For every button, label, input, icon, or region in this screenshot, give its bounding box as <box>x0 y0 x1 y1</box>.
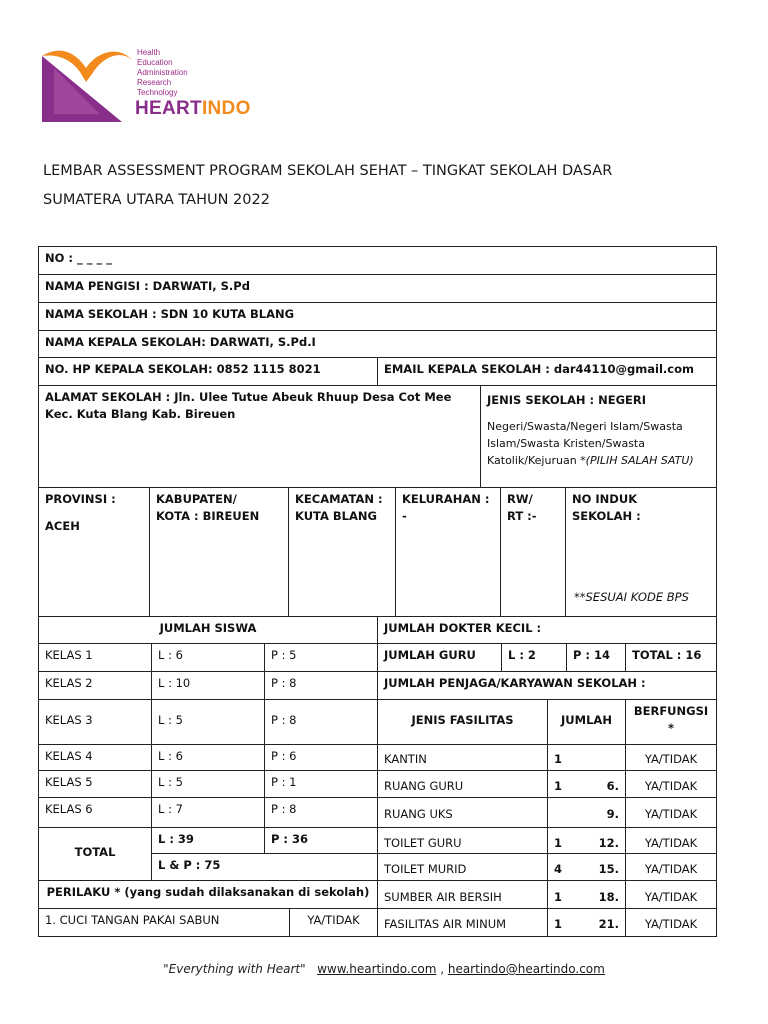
fasilitas-jumlah[interactable]: 1 21. <box>547 908 626 937</box>
guru-l[interactable]: L : 2 <box>501 643 567 672</box>
fasilitas-status[interactable]: YA/TIDAK <box>625 880 717 909</box>
fasilitas-jumlah[interactable]: 9. <box>547 797 626 828</box>
footer-separator: , <box>436 962 448 976</box>
kelas-3-p[interactable]: P : 8 <box>264 699 378 745</box>
field-kelurahan[interactable]: KELURAHAN : - <box>395 487 501 617</box>
title-line-2: SUMATERA UTARA TAHUN 2022 <box>43 192 270 208</box>
kelas-3-label: KELAS 3 <box>38 699 152 745</box>
kelas-6-label: KELAS 6 <box>38 797 152 828</box>
total-l[interactable]: L : 39 <box>151 827 265 854</box>
fasilitas-name: SUMBER AIR BERSIH <box>377 880 548 909</box>
field-jenis-sekolah[interactable]: JENIS SEKOLAH : NEGERI Negeri/Swasta/Negeri Islam/Swasta Islam/Swasta Kristen/Swasta Katolik/Kejuruan *(PILIH SALAH SATU) <box>480 385 717 488</box>
guru-p[interactable]: P : 14 <box>566 643 626 672</box>
field-kabupaten[interactable]: KABUPATEN/ KOTA : BIREUEN <box>149 487 289 617</box>
kelas-3-l[interactable]: L : 5 <box>151 699 265 745</box>
berfungsi-header: BERFUNGSI * <box>625 699 717 745</box>
field-kecamatan[interactable]: KECAMATAN : KUTA BLANG <box>288 487 396 617</box>
jumlah-guru-label: JUMLAH GURU <box>377 643 502 672</box>
heartindo-logo <box>40 48 260 124</box>
field-nama-kepala-sekolah[interactable]: NAMA KEPALA SEKOLAH: DARWATI, S.Pd.I <box>38 330 717 358</box>
kelas-2-label: KELAS 2 <box>38 671 152 700</box>
title-line-1: LEMBAR ASSESSMENT PROGRAM SEKOLAH SEHAT – TINGKAT SEKOLAH DASAR <box>43 163 613 179</box>
total-lp[interactable]: L & P : 75 <box>151 853 378 881</box>
fasilitas-name: TOILET GURU <box>377 827 548 854</box>
fasilitas-status[interactable]: YA/TIDAK <box>625 908 717 937</box>
fasilitas-jumlah[interactable]: 1 6. <box>547 770 626 798</box>
guru-total[interactable]: TOTAL : 16 <box>625 643 717 672</box>
field-email[interactable]: EMAIL KEPALA SEKOLAH : dar44110@gmail.com <box>377 357 717 386</box>
page-footer <box>0 962 768 976</box>
field-provinsi[interactable]: PROVINSI : ACEH <box>38 487 150 617</box>
logo-wordmark: HEARTINDO <box>135 98 251 119</box>
heart-logo-icon <box>40 48 132 124</box>
footer-quote: "Everything with Heart" <box>163 962 306 976</box>
fasilitas-status[interactable]: YA/TIDAK <box>625 827 717 854</box>
field-jumlah-dokter-kecil[interactable]: JUMLAH DOKTER KECIL : <box>377 616 717 644</box>
logo-tagline: Health Education Administration Research Technology <box>137 48 188 97</box>
fasilitas-jumlah[interactable]: 4 15. <box>547 853 626 881</box>
kelas-2-l[interactable]: L : 10 <box>151 671 265 700</box>
field-alamat-sekolah[interactable]: ALAMAT SEKOLAH : Jln. Ulee Tutue Abeuk Rhuup Desa Cot Mee Kec. Kuta Blang Kab. Bireuen <box>38 385 481 488</box>
kelas-4-l[interactable]: L : 6 <box>151 744 265 771</box>
kelas-6-p[interactable]: P : 8 <box>264 797 378 828</box>
kelas-1-p[interactable]: P : 5 <box>264 643 378 672</box>
kelas-4-label: KELAS 4 <box>38 744 152 771</box>
kelas-5-p[interactable]: P : 1 <box>264 770 378 798</box>
total-label: TOTAL <box>38 827 152 881</box>
assessment-form <box>38 246 717 937</box>
perilaku-header: PERILAKU * (yang sudah dilaksanakan di sekolah) <box>38 880 378 909</box>
fasilitas-name: KANTIN <box>377 744 548 771</box>
fasilitas-jumlah[interactable]: 1 <box>547 744 626 771</box>
perilaku-1-status[interactable]: YA/TIDAK <box>289 908 378 937</box>
jenis-fasilitas-header: JENIS FASILITAS <box>377 699 548 745</box>
perilaku-1-label: 1. CUCI TANGAN PAKAI SABUN <box>38 908 290 937</box>
fasilitas-status[interactable]: YA/TIDAK <box>625 853 717 881</box>
field-rw-rt[interactable]: RW/ RT :- <box>500 487 566 617</box>
fasilitas-jumlah[interactable]: 1 12. <box>547 827 626 854</box>
document-title <box>43 157 723 215</box>
kelas-5-l[interactable]: L : 5 <box>151 770 265 798</box>
fasilitas-name: TOILET MURID <box>377 853 548 881</box>
total-p[interactable]: P : 36 <box>264 827 378 854</box>
field-nama-sekolah[interactable]: NAMA SEKOLAH : SDN 10 KUTA BLANG <box>38 302 717 331</box>
kelas-6-l[interactable]: L : 7 <box>151 797 265 828</box>
field-nama-pengisi[interactable]: NAMA PENGISI : DARWATI, S.Pd <box>38 274 717 303</box>
field-no-induk-sekolah[interactable]: NO INDUK SEKOLAH : **SESUAI KODE BPS <box>565 487 717 617</box>
kelas-2-p[interactable]: P : 8 <box>264 671 378 700</box>
fasilitas-name: RUANG GURU <box>377 770 548 798</box>
fasilitas-status[interactable]: YA/TIDAK <box>625 770 717 798</box>
jumlah-header: JUMLAH <box>547 699 626 745</box>
field-jumlah-penjaga[interactable]: JUMLAH PENJAGA/KARYAWAN SEKOLAH : <box>377 671 717 700</box>
fasilitas-status[interactable]: YA/TIDAK <box>625 744 717 771</box>
fasilitas-name: RUANG UKS <box>377 797 548 828</box>
fasilitas-status[interactable]: YA/TIDAK <box>625 797 717 828</box>
fasilitas-name: FASILITAS AIR MINUM <box>377 908 548 937</box>
kelas-1-label: KELAS 1 <box>38 643 152 672</box>
jumlah-siswa-header: JUMLAH SISWA <box>38 616 378 644</box>
kelas-4-p[interactable]: P : 6 <box>264 744 378 771</box>
fasilitas-jumlah[interactable]: 1 18. <box>547 880 626 909</box>
field-no-hp[interactable]: NO. HP KEPALA SEKOLAH: 0852 1115 8021 <box>38 357 378 386</box>
field-no[interactable]: NO : _ _ _ _ <box>38 246 717 275</box>
kelas-5-label: KELAS 5 <box>38 770 152 798</box>
kelas-1-l[interactable]: L : 6 <box>151 643 265 672</box>
footer-website-link[interactable]: www.heartindo.com <box>317 962 437 976</box>
footer-email-link[interactable]: heartindo@heartindo.com <box>447 962 605 976</box>
